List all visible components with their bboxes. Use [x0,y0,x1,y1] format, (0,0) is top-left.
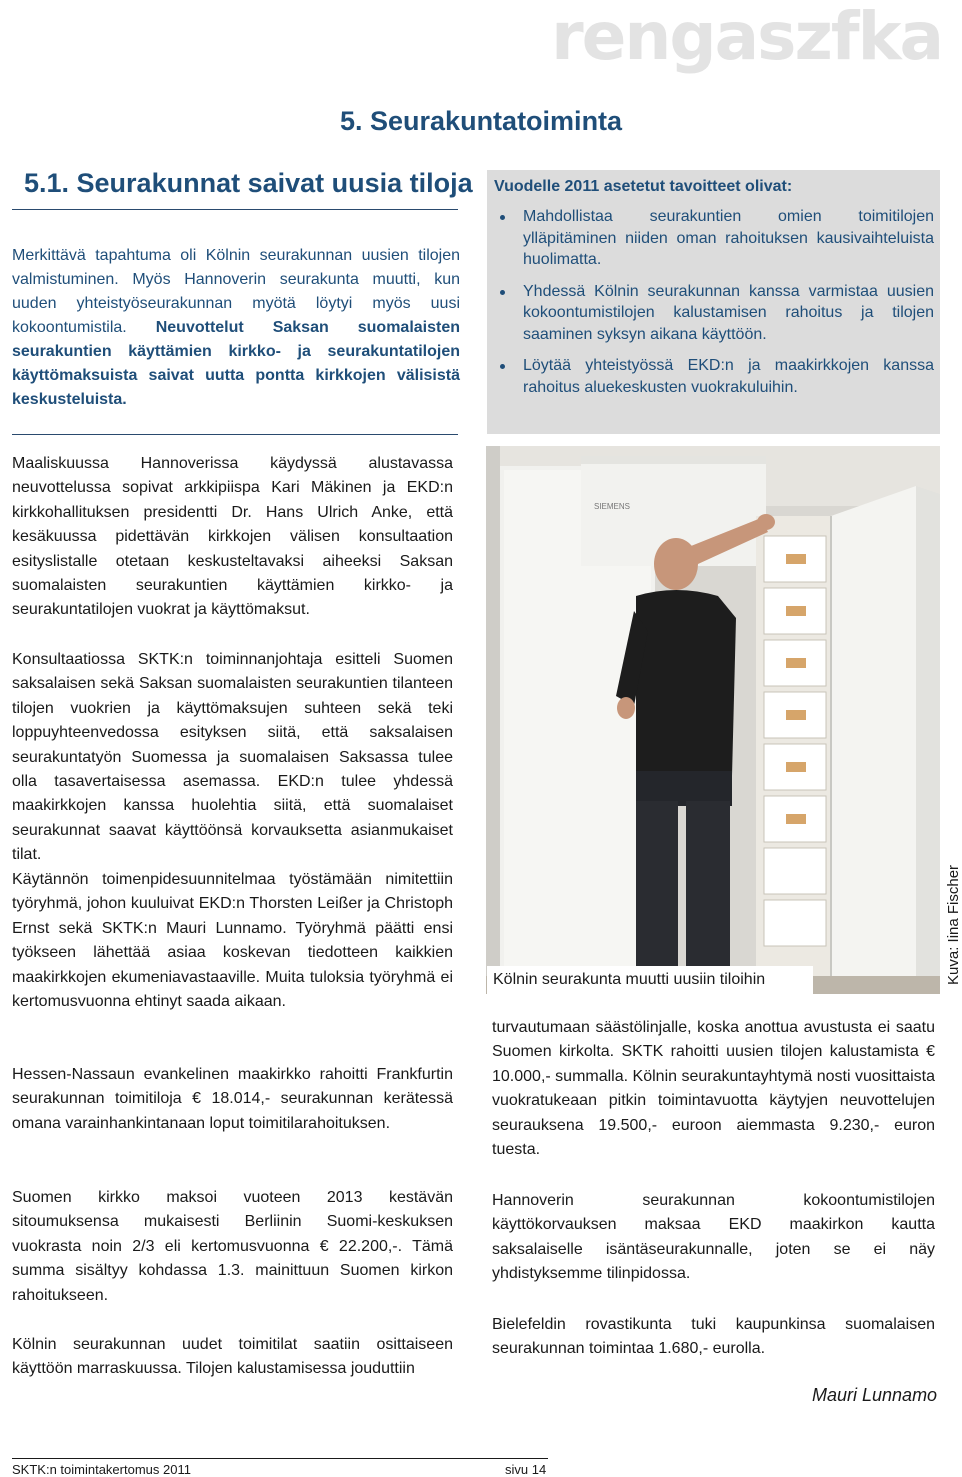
bullet-icon [500,215,505,220]
goals-box [487,170,940,434]
divider [12,209,458,210]
footer-document-title: SKTK:n toimintakertomus 2011 [12,1462,191,1477]
lead-text: Merkittävä tapahtuma oli Kölnin seurakunnan uusien tilojen valmistuminen. Myös Hannoverin seurakunta muutti, kun uuden yhteistyöseurakunnan myötä löytyi myös uusi kokoontumistila. [12,247,460,336]
page-number: sivu 14 [505,1462,547,1477]
goals-list-item [492,206,934,271]
photo [486,446,940,994]
author-signature: Mauri Lunnamo [812,1385,938,1405]
photo-illustration [486,446,940,994]
goal-text: Yhdessä Kölnin seurakunnan kanssa varmistaa uusien kokoontumistilojen kalustamisen rahoitus ja tilojen saaminen syksyn aikana käyttöön. [523,282,934,343]
magazine-logo: rengaszfka [551,0,942,75]
body-paragraph: Maaliskuussa Hannoverissa käydyssä alustavassa neuvottelussa sopivat arkkipiispa Kari Mäkinen ja EKD:n kirkkohallituksen presidentti Dr. Hans Ulrich Anke, että kesäkuussa pidettävän kirkkojen välisen konsultaation esityslistalle otetaan keskusteltavaksi aiheeksi Saksan suomalaisten seurakuntien käyttämien kirkko- ja seurakuntatilojen vuokrat ja käyttömaksut. [12,455,453,619]
bullet-icon [500,364,505,369]
divider [12,434,458,435]
lead-paragraph [12,244,460,412]
goals-list-item [492,355,934,398]
body-paragraph: Konsultaatiossa SKTK:n toiminnanjohtaja esitteli Suomen saksalaisen sekä Saksan suomalaisten seurakuntien tilanteen tilojen vuokrien ja käyttömaksujen suhteen sekä teki loppuyhteenvedossa esityksen siitä, että saksalaisen seurakuntatyön Suomessa ja suomalaisen Saksassa tulee olla tasavertaisessa asemassa. EKD:n tulee yhdessä maakirkkojen kanssa huolehtia siitä, että suomalaiset seurakunnat saavat käyttöönsä korvauksetta asianmukaiset tilat. [12,651,453,864]
goal-text: Mahdollistaa seurakuntien omien toimitilojen ylläpitäminen niiden oman rahoituksen kausivaihteluista huolimatta. [523,208,934,268]
photo-caption: Kölnin seurakunta muutti uusiin tiloihin [487,966,813,994]
body-paragraph: Bielefeldin rovastikunta tuki kaupunkinsa suomalaisen seurakunnan toimintaa 1.680,- eurolla. [492,1316,935,1358]
footer-divider [12,1458,548,1459]
lead-bold-text: Neuvottelut Saksan suomalaisten seurakuntien käyttämien kirkko- ja seurakuntatilojen käyttömaksuista saivat uutta pontta kirkkojen välisistä keskusteluista. [12,319,460,408]
photo-credit: Kuva: Iina Fischer [945,864,962,985]
goals-list [492,206,934,398]
goal-text: Löytää yhteistyössä EKD:n ja maakirkkojen kanssa rahoitus aluekeskusten vuokrakuluihin. [523,357,934,396]
body-paragraph: Hessen-Nassaun evankelinen maakirkko rahoitti Frankfurtin seurakunnan toimitiloja € 18.014,- seurakunnan kerätessä omana varainhankintanaan loput toimitilarahoituksen. [12,1066,453,1132]
goals-list-item [492,281,934,346]
bullet-icon [500,290,505,295]
subsection-title: 5.1. Seurakunnat saivat uusia tiloja [24,168,473,198]
body-paragraph: Suomen kirkko maksoi vuoteen 2013 kestävän sitoumuksensa mukaisesti Berliinin Suomi-keskuksen vuokrasta noin 2/3 eli kertomusvuonna € 22.200,-. Tämä summa sisältyy kohdassa 1.3. mainittuun Suomen kirkon rahoitukseen. [12,1189,453,1304]
body-paragraph: Hannoverin seurakunnan kokoontumistilojen käyttökorvauksen maksaa EKD maakirkon kautta saksalaiselle isäntäseurakunnalle, joten se ei näy yhdistyksemme tilinpidossa. [492,1192,935,1283]
body-paragraph: Käytännön toimenpidesuunnitelmaa työstämään nimitettiin työryhmä, johon kuuluivat EKD:n Thorsten Leißer ja Christoph Ernst sekä SKTK:n Mauri Lunnamo. Työryhmä päätti ensi työkseen lähettää asiaa koskevan tiedotteen kaikkien maakirkkojen ekumeniavastaaville. Muita tuloksia työryhmä ei kertomusvuonna ehtinyt saada aikaan. [12,871,453,1011]
body-paragraph: Kölnin seurakunnan uudet toimitilat saatiin osittaiseen käyttöön marraskuussa. Tilojen kalustamisessa jouduttiin [12,1336,453,1378]
section-title: 5. Seurakuntatoiminta [340,106,623,136]
appliance-brand: SIEMENS [594,502,631,511]
body-paragraph: turvautumaan säästölinjalle, koska anottua avustusta ei saatu Suomen kirkolta. SKTK rahoitti uusien tilojen kalustamista € 10.000,- summalla. Kölnin seurakuntayhtymä nosti vuosittaista vuokratukeaan pitkin toimintavuotta käytyjen neuvottelujen seurauksena 19.500,- euroon aiemmasta 9.230,- euron tuesta. [492,1019,935,1159]
goals-title: Vuodelle 2011 asetetut tavoitteet olivat: [494,178,793,195]
